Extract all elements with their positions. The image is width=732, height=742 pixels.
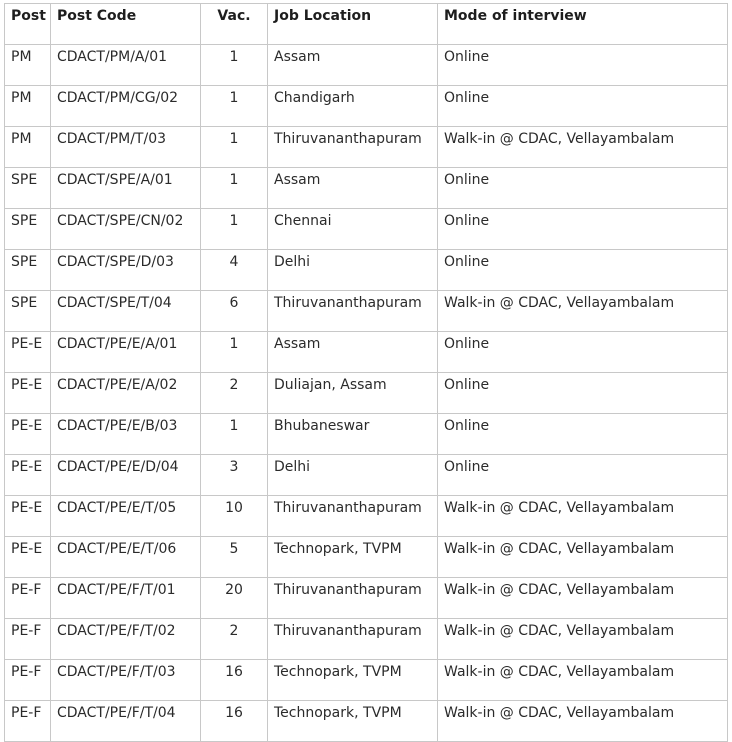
job-location-cell: Assam — [268, 332, 438, 373]
table-row — [5, 168, 728, 209]
post-cell: PE-E — [5, 455, 51, 496]
header-vacancies: Vac. — [201, 4, 268, 45]
job-location-cell: Bhubaneswar — [268, 414, 438, 455]
mode-cell: Online — [438, 86, 728, 127]
mode-cell: Walk-in @ CDAC, Vellayambalam — [438, 291, 728, 332]
mode-cell: Online — [438, 332, 728, 373]
header-mode-of-interview: Mode of interview — [438, 4, 728, 45]
job-location-cell: Technopark, TVPM — [268, 701, 438, 742]
job-location-cell: Technopark, TVPM — [268, 537, 438, 578]
job-location-cell: Thiruvananthapuram — [268, 619, 438, 660]
table-row — [5, 619, 728, 660]
post-cell: PE-F — [5, 660, 51, 701]
post-code-cell: CDACT/PM/CG/02 — [51, 86, 201, 127]
vacancies-cell: 1 — [201, 168, 268, 209]
job-location-cell: Delhi — [268, 455, 438, 496]
vacancies-cell: 10 — [201, 496, 268, 537]
vacancies-cell: 1 — [201, 209, 268, 250]
vacancies-cell: 1 — [201, 86, 268, 127]
mode-cell: Online — [438, 414, 728, 455]
header-job-location: Job Location — [268, 4, 438, 45]
vacancies-cell: 5 — [201, 537, 268, 578]
mode-cell: Walk-in @ CDAC, Vellayambalam — [438, 701, 728, 742]
post-code-cell: CDACT/PM/A/01 — [51, 45, 201, 86]
post-cell: PE-E — [5, 414, 51, 455]
post-cell: SPE — [5, 291, 51, 332]
vacancies-cell: 20 — [201, 578, 268, 619]
vacancies-cell: 2 — [201, 619, 268, 660]
table-row — [5, 209, 728, 250]
table-row — [5, 250, 728, 291]
post-code-cell: CDACT/SPE/A/01 — [51, 168, 201, 209]
post-code-cell: CDACT/PE/F/T/01 — [51, 578, 201, 619]
vacancies-cell: 1 — [201, 414, 268, 455]
vacancies-cell: 4 — [201, 250, 268, 291]
post-code-cell: CDACT/PE/F/T/02 — [51, 619, 201, 660]
vacancies-cell: 1 — [201, 45, 268, 86]
post-cell: PE-F — [5, 578, 51, 619]
mode-cell: Walk-in @ CDAC, Vellayambalam — [438, 578, 728, 619]
job-location-cell: Technopark, TVPM — [268, 660, 438, 701]
vacancies-cell: 3 — [201, 455, 268, 496]
table-row — [5, 496, 728, 537]
job-location-cell: Thiruvananthapuram — [268, 127, 438, 168]
vacancy-table — [4, 3, 728, 742]
post-cell: SPE — [5, 250, 51, 291]
job-location-cell: Thiruvananthapuram — [268, 578, 438, 619]
table-row — [5, 578, 728, 619]
post-code-cell: CDACT/PE/E/T/05 — [51, 496, 201, 537]
job-location-cell: Assam — [268, 45, 438, 86]
post-cell: PE-E — [5, 537, 51, 578]
table-row — [5, 660, 728, 701]
post-code-cell: CDACT/PE/E/D/04 — [51, 455, 201, 496]
post-cell: PE-E — [5, 373, 51, 414]
vacancies-cell: 2 — [201, 373, 268, 414]
post-cell: PE-F — [5, 701, 51, 742]
table-body — [5, 45, 728, 742]
table-row — [5, 537, 728, 578]
post-code-cell: CDACT/PE/F/T/03 — [51, 660, 201, 701]
post-code-cell: CDACT/PM/T/03 — [51, 127, 201, 168]
mode-cell: Online — [438, 45, 728, 86]
post-code-cell: CDACT/SPE/D/03 — [51, 250, 201, 291]
mode-cell: Online — [438, 209, 728, 250]
table-row — [5, 86, 728, 127]
mode-cell: Online — [438, 373, 728, 414]
post-cell: PE-E — [5, 332, 51, 373]
post-code-cell: CDACT/PE/E/B/03 — [51, 414, 201, 455]
mode-cell: Online — [438, 250, 728, 291]
table-header — [5, 4, 728, 45]
post-code-cell: CDACT/PE/E/A/02 — [51, 373, 201, 414]
mode-cell: Walk-in @ CDAC, Vellayambalam — [438, 660, 728, 701]
post-cell: PE-E — [5, 496, 51, 537]
job-location-cell: Assam — [268, 168, 438, 209]
mode-cell: Walk-in @ CDAC, Vellayambalam — [438, 619, 728, 660]
post-cell: PE-F — [5, 619, 51, 660]
post-code-cell: CDACT/SPE/CN/02 — [51, 209, 201, 250]
mode-cell: Walk-in @ CDAC, Vellayambalam — [438, 127, 728, 168]
post-cell: PM — [5, 45, 51, 86]
mode-cell: Walk-in @ CDAC, Vellayambalam — [438, 496, 728, 537]
table-row — [5, 701, 728, 742]
table-row — [5, 291, 728, 332]
job-location-cell: Chandigarh — [268, 86, 438, 127]
table-row — [5, 127, 728, 168]
post-code-cell: CDACT/SPE/T/04 — [51, 291, 201, 332]
vacancies-cell: 16 — [201, 660, 268, 701]
job-location-cell: Thiruvananthapuram — [268, 496, 438, 537]
job-location-cell: Thiruvananthapuram — [268, 291, 438, 332]
vacancies-cell: 16 — [201, 701, 268, 742]
table-row — [5, 373, 728, 414]
job-location-cell: Duliajan, Assam — [268, 373, 438, 414]
job-location-cell: Chennai — [268, 209, 438, 250]
header-post: Post — [5, 4, 51, 45]
post-code-cell: CDACT/PE/F/T/04 — [51, 701, 201, 742]
table-row — [5, 45, 728, 86]
table-row — [5, 332, 728, 373]
vacancies-cell: 1 — [201, 332, 268, 373]
mode-cell: Online — [438, 455, 728, 496]
mode-cell: Online — [438, 168, 728, 209]
post-cell: PM — [5, 86, 51, 127]
table-row — [5, 414, 728, 455]
post-code-cell: CDACT/PE/E/A/01 — [51, 332, 201, 373]
post-code-cell: CDACT/PE/E/T/06 — [51, 537, 201, 578]
job-location-cell: Delhi — [268, 250, 438, 291]
vacancies-cell: 6 — [201, 291, 268, 332]
vacancies-cell: 1 — [201, 127, 268, 168]
mode-cell: Walk-in @ CDAC, Vellayambalam — [438, 537, 728, 578]
post-cell: SPE — [5, 209, 51, 250]
header-row — [5, 4, 728, 45]
post-cell: SPE — [5, 168, 51, 209]
header-post-code: Post Code — [51, 4, 201, 45]
post-cell: PM — [5, 127, 51, 168]
table-row — [5, 455, 728, 496]
